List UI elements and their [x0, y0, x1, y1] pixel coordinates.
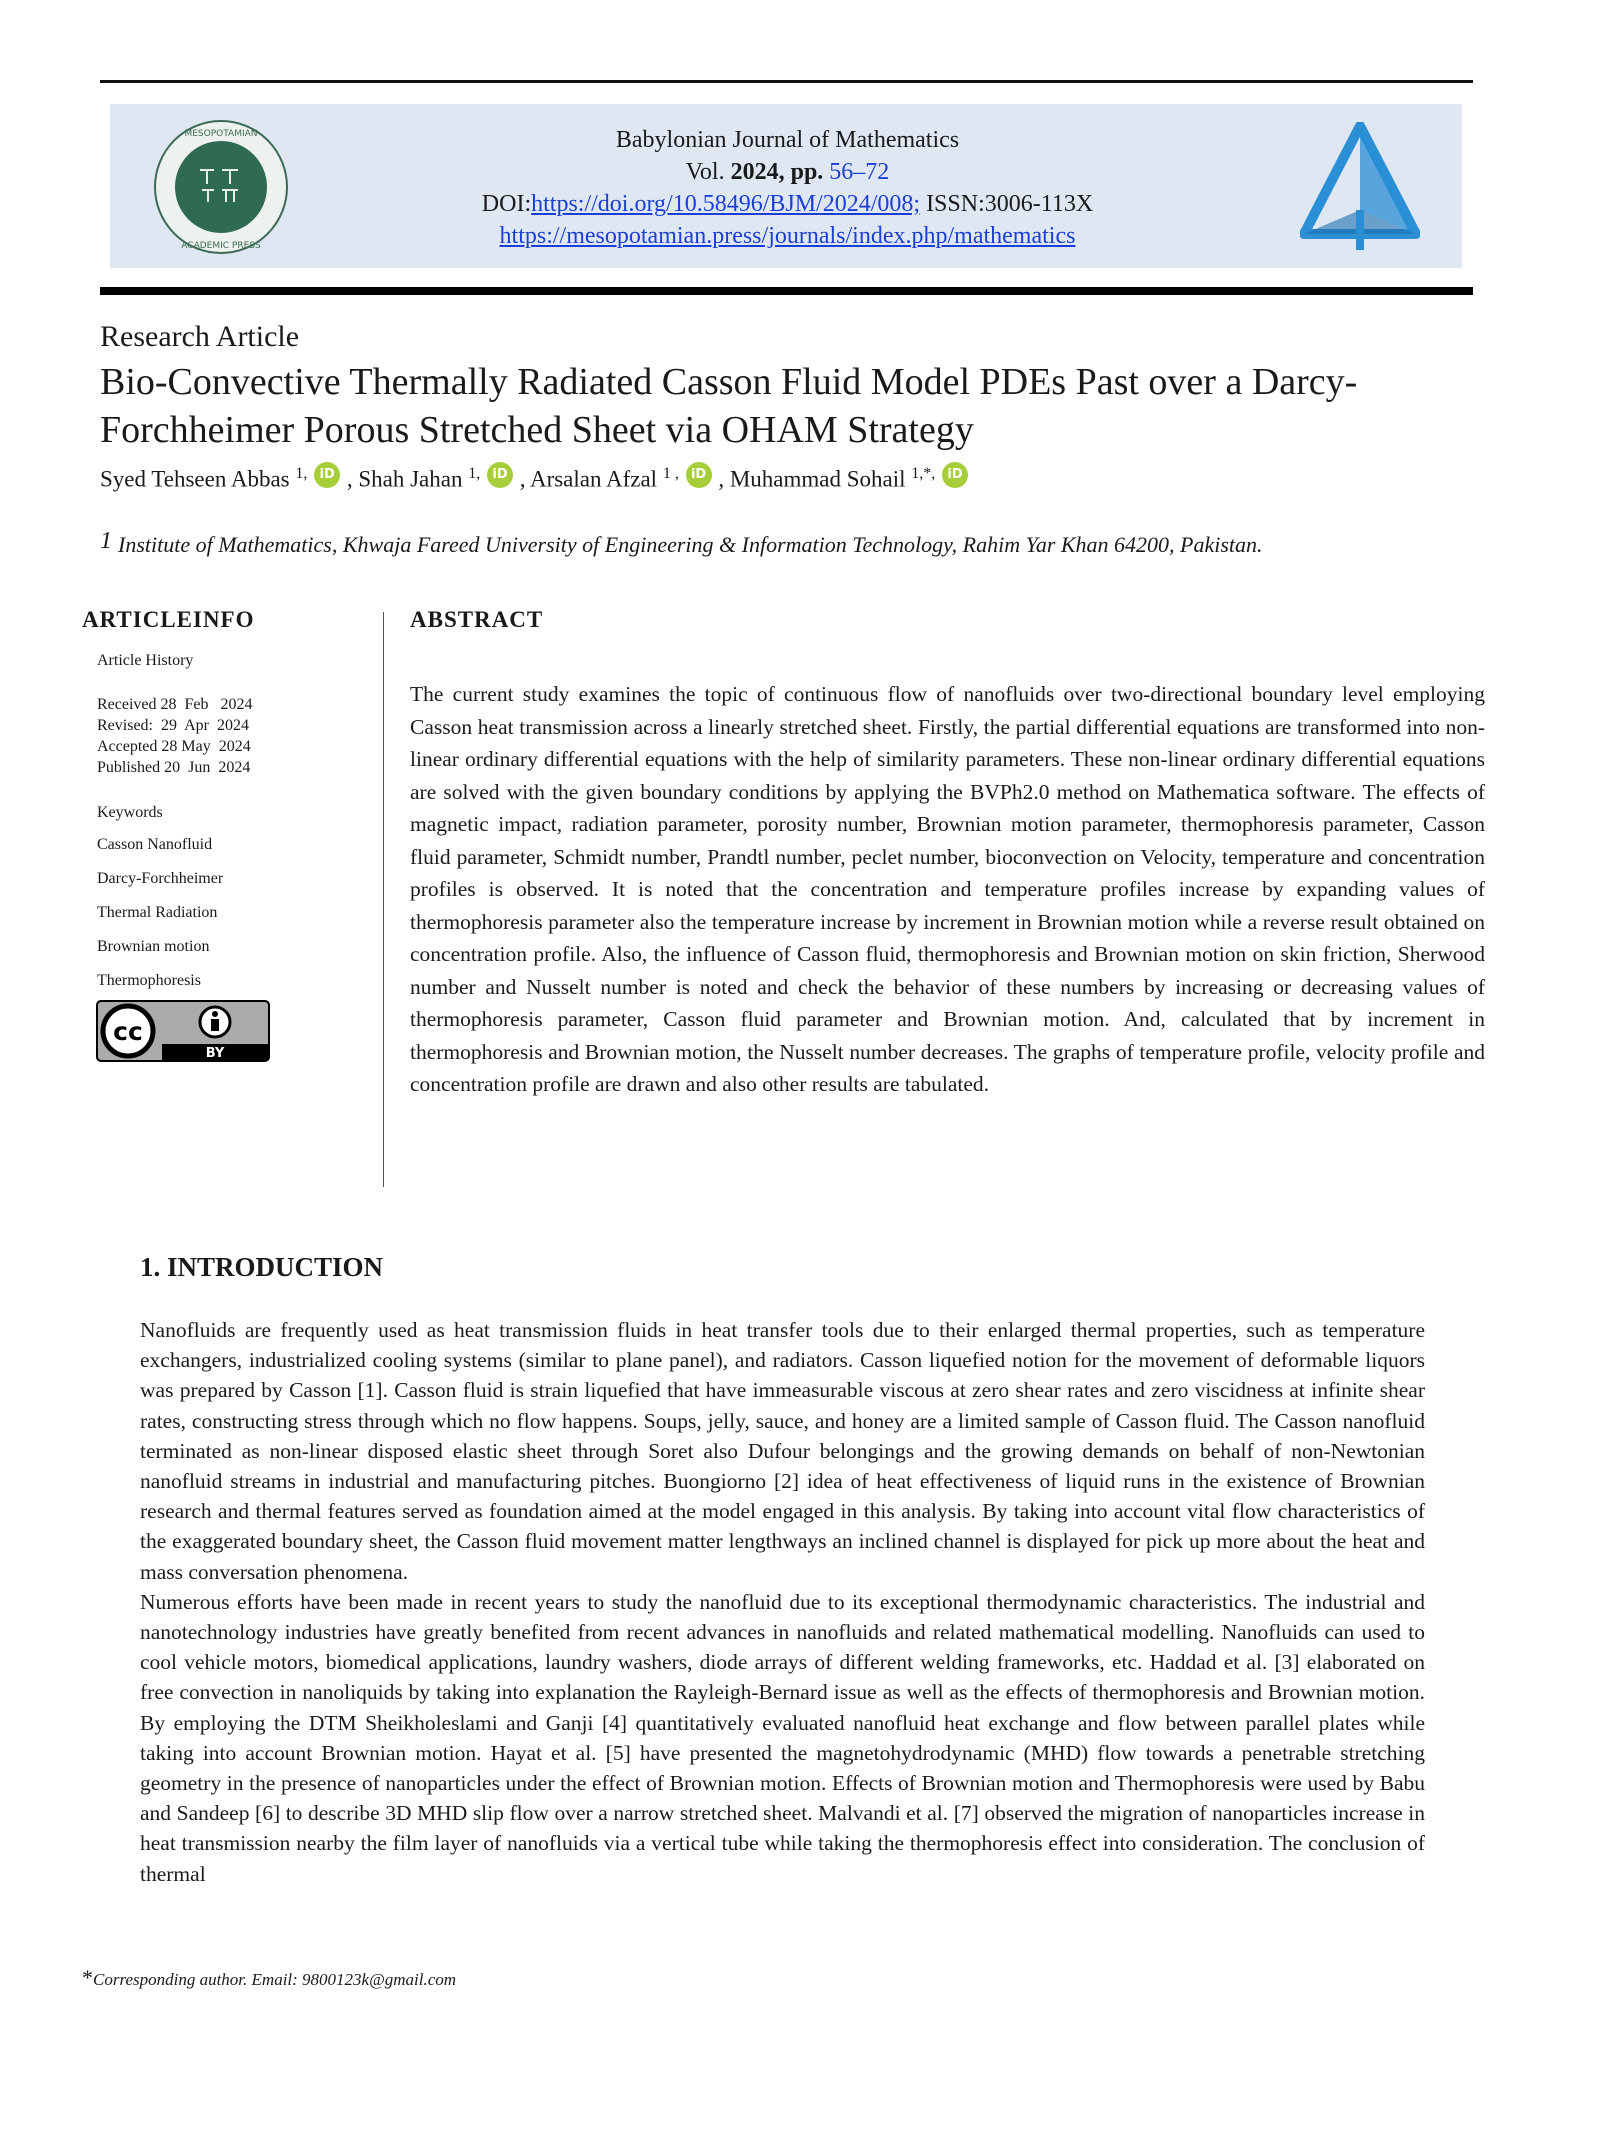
- abstract-heading: ABSTRACT: [410, 607, 544, 632]
- page-range: 56–72: [829, 159, 890, 185]
- volume-year: 2024,: [730, 159, 785, 185]
- license-by-label: BY: [205, 1046, 225, 1061]
- affiliation: [100, 528, 1263, 558]
- received-date: Received 28 Feb 2024: [97, 696, 253, 713]
- svg-text:cc: cc: [113, 1017, 143, 1046]
- orcid-icon[interactable]: iD: [942, 462, 968, 488]
- cc-by-license-icon[interactable]: [96, 1000, 270, 1062]
- introduction-body: [140, 1315, 1425, 1889]
- doi-line: DOI:https://doi.org/10.58496/BJM/2024/008; ISSN:3006-113X: [481, 191, 1094, 217]
- journal-pyramid-logo: [1300, 122, 1420, 254]
- issn: ISSN:3006-113X: [926, 191, 1094, 217]
- revised-date: Revised: 29 Apr 2024: [97, 717, 249, 734]
- keyword: Darcy-Forchheimer: [97, 870, 224, 887]
- orcid-icon[interactable]: iD: [487, 462, 513, 488]
- affiliation-number: 1: [100, 528, 112, 554]
- author-name: , Arsalan Afzal: [519, 466, 658, 492]
- keyword: Thermal Radiation: [97, 904, 218, 921]
- author-name: , Shah Jahan: [346, 466, 463, 492]
- journal-name: Babylonian Journal of Mathematics: [615, 127, 960, 153]
- accepted-date: Accepted 28 May 2024: [97, 738, 251, 755]
- author-name: Syed Tehseen Abbas: [100, 466, 290, 492]
- corresponding-author-footnote: *Corresponding author. Email: 9800123k@gmail.com: [82, 1965, 457, 1990]
- keyword: Casson Nanofluid: [97, 836, 213, 853]
- article-history-label: Article History: [97, 652, 194, 669]
- header-thick-rule: [100, 287, 1473, 295]
- article-title: Bio-Convective Thermally Radiated Casson Fluid Model PDEs Past over a Darcy-Forchheimer Porous Stretched Sheet via OHAM Strategy: [100, 361, 1358, 451]
- article-info-heading: ARTICLEINFO: [82, 607, 255, 632]
- intro-paragraph: Numerous efforts have been made in recent years to study the nanofluid due to its exceptional thermodynamic characteristics. The industrial and nanotechnology industries have greatly benefited from recent advances in nanofluids and related mathematical modelling. Nanofluids can used to cool vehicle motors, biomedical applications, laundry washers, diode arrays of different welding frameworks, etc. Haddad et al. [3] elaborated on free convection in nanoliquids by taking into explanation the Rayleigh-Bernard issue as well as the effects of thermophoresis and Brownian motion. By employing the DTM Sheikholeslami and Ganji [4] quantitatively evaluated nanofluid heat exchange and flow between parallel plates while taking into account Brownian motion. Hayat et al. [5] have presented the magnetohydrodynamic (MHD) flow towards a penetrable stretching geometry in the presence of nanoparticles under the effect of Brownian motion. Effects of Brownian motion and Thermophoresis were used by Babu and Sandeep [6] to describe 3D MHD slip flow over a narrow stretched sheet. Malvandi et al. [7] observed the migration of nanoparticles increase in heat transmission nearby the film layer of nanofluids via a vertical tube while taking the thermophoresis effect into consideration. The conclusion of thermal: [140, 1589, 1425, 1886]
- svg-text:MESOPOTAMIAN: MESOPOTAMIAN: [184, 129, 258, 139]
- author-name: , Muhammad Sohail: [718, 466, 906, 492]
- corresponding-author-email: Corresponding author. Email: 9800123k@gmail.com: [93, 1970, 457, 1989]
- orcid-icon[interactable]: iD: [314, 462, 340, 488]
- keyword: Thermophoresis: [97, 972, 201, 989]
- keyword: Brownian motion: [97, 938, 210, 955]
- author-list: Syed Tehseen Abbas $^{1,}$ iD , Shah Jahan $^{1,}$ iD , Arsalan Afzal $^{1 ,}$ iD , Muhammad Sohail $^{1,*,}$ iD: [100, 462, 969, 493]
- affiliation-text: Institute of Mathematics, Khwaja Fareed University of Engineering & Information Technology, Rahim Yar Khan 64200, Pakistan.: [118, 532, 1263, 557]
- article-dates: [97, 694, 253, 778]
- journal-url-link[interactable]: https://mesopotamian.press/journals/index.php/mathematics: [499, 223, 1076, 249]
- abstract-text: The current study examines the topic of continuous flow of nanofluids over two-directional boundary level employing Casson heat transmission across a linearly stretched sheet. Firstly, the partial differential equations are transformed into non-linear ordinary differential equations with the help of similarity parameters. These non-linear ordinary differential equations are solved with the given boundary conditions by applying the BVPh2.0 method on Mathematica software. The effects of magnetic impact, radiation parameter, porosity number, Brownian motion parameter, thermophoresis parameter, Casson fluid parameter, Schmidt number, Prandtl number, peclet number, bioconvection on Velocity, temperature and concentration profiles is observed. It is noted that the concentration and temperature profiles increase by expanding values of thermophoresis parameter also the temperature increase by increment in Brownian motion while a reverse result obtained on concentration profile. Also, the influence of Casson fluid, thermophoresis and Brownian motion on skin friction, Sherwood number and Nusselt number is noted and check the behavior of these numbers by increasing or decreasing values of thermophoresis parameter, Casson fluid parameter and Brownian motion. And, calculated that by increment in thermophoresis and Brownian motion, the Nusselt number decreases. The graphs of temperature profile, velocity profile and concentration profile are drawn and also other results are tabulated.: [410, 682, 1485, 1096]
- keywords-label: Keywords: [97, 804, 163, 821]
- volume-line: Vol. 2024, pp. 56–72: [685, 159, 890, 185]
- top-rule: [100, 80, 1473, 83]
- published-date: Published 20 Jun 2024: [97, 759, 251, 776]
- article-type: Research Article: [100, 320, 300, 353]
- doi-link[interactable]: https://doi.org/10.58496/BJM/2024/008;: [531, 191, 921, 217]
- intro-paragraph: Nanofluids are frequently used as heat transmission fluids in heat transfer tools due to their enlarged thermal properties, such as temperature exchangers, industrialized cooling systems (similar to plane panel), and radiators. Casson liquefied notion for the movement of deformable liquors was prepared by Casson [1]. Casson fluid is strain liquefied that have immeasurable viscous at zero shear rates and zero viscidness at infinite shear rates, constructing stress through which no flow happens. Soups, jelly, sauce, and honey are a limited sample of Casson fluid. The Casson nanofluid terminated as non-linear disposed elastic sheet through Soret also Dufour belongings and the growing demands on behalf of non-Newtonian nanofluid streams in industrial and manufacturing pitches. Buongiorno [2] idea of heat effectiveness of liquid runs in the existence of Brownian research and thermal features served as foundation aimed at the model engaged in this analysis. By taking into account vital flow characteristics of the exaggerated boundary sheet, the Casson fluid movement matter lengthways an inclined channel is displayed for pick up more about the heat and mass conversation phenomena.: [140, 1318, 1425, 1584]
- introduction-heading: 1. INTRODUCTION: [140, 1252, 384, 1282]
- publisher-seal-logo: [152, 118, 290, 256]
- orcid-icon[interactable]: iD: [686, 462, 712, 488]
- journal-info: [300, 124, 1275, 252]
- column-divider: [383, 612, 384, 1187]
- svg-text:ACADEMIC PRESS: ACADEMIC PRESS: [181, 241, 261, 251]
